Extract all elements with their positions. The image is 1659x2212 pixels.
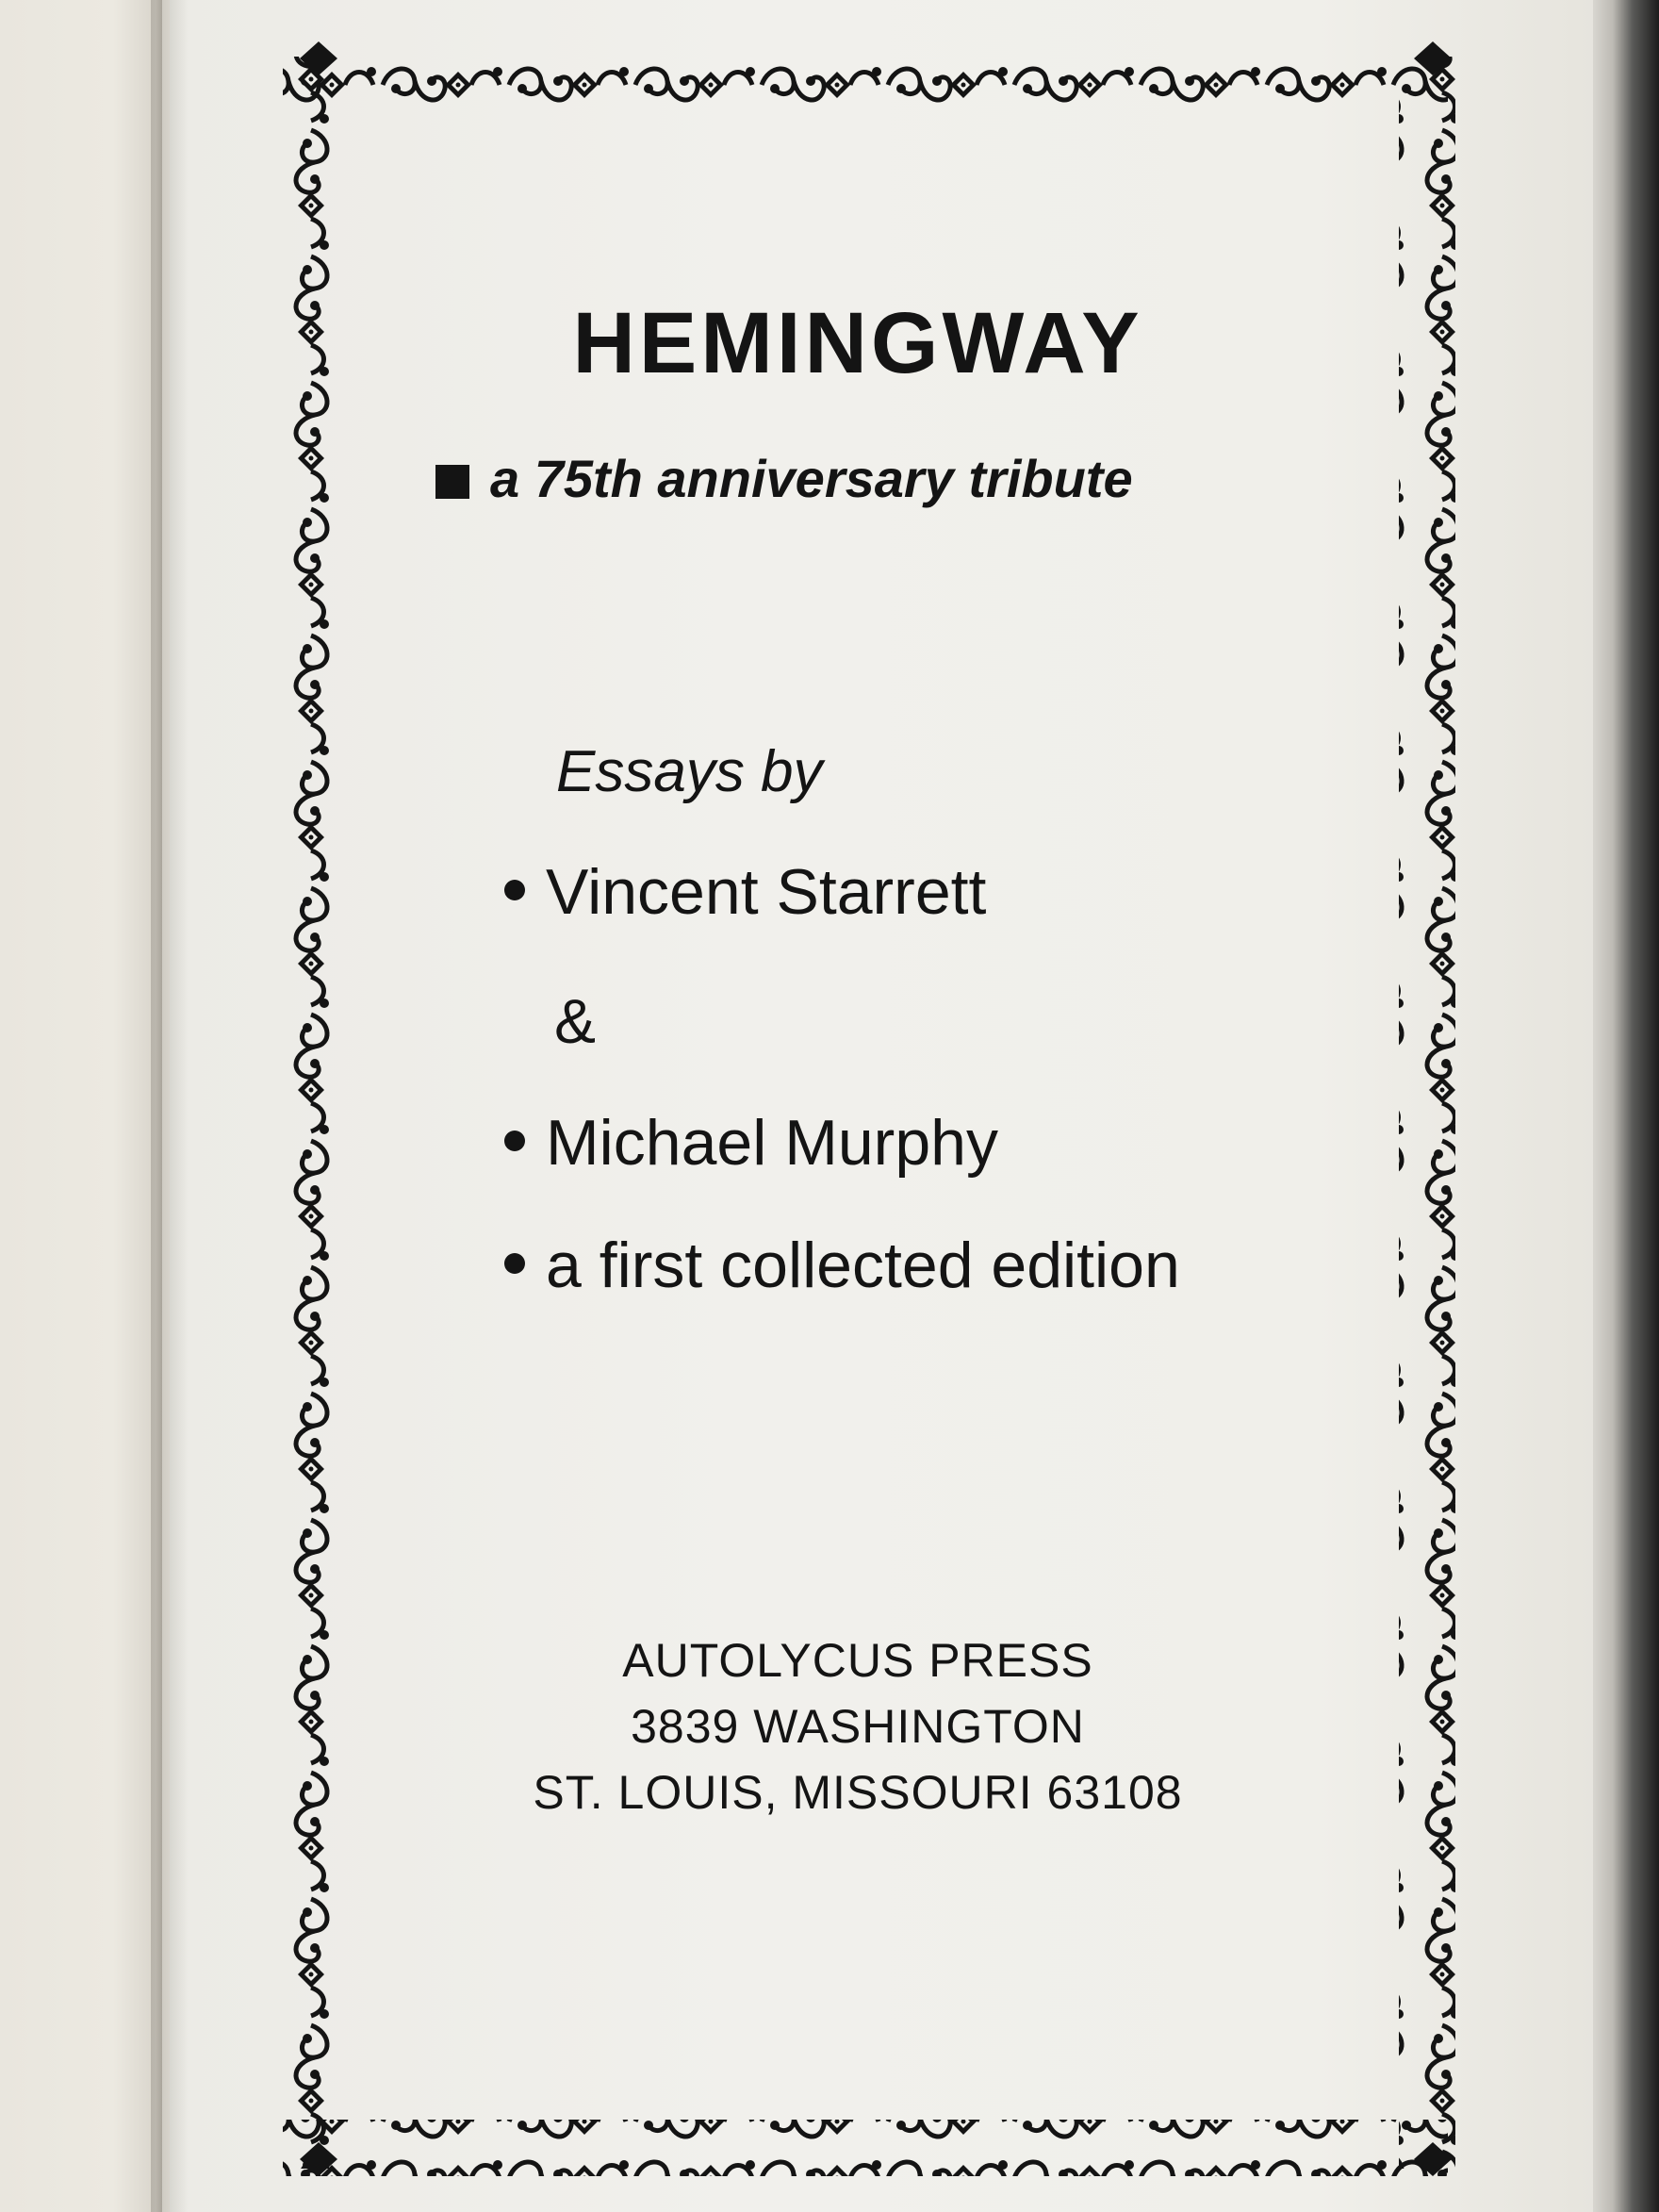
contributor-item <box>504 1107 1353 1179</box>
bullet-icon <box>504 1253 525 1274</box>
essays-label: Essays by <box>556 739 823 804</box>
edition-note: a first collected edition <box>546 1230 1180 1301</box>
bullet-icon <box>504 1131 525 1151</box>
book-title: HEMINGWAY <box>572 295 1143 391</box>
contributor-name: Michael Murphy <box>546 1107 998 1179</box>
ampersand: & <box>554 986 597 1056</box>
subtitle-text: a 75th anniversary tribute <box>490 449 1133 508</box>
publisher-street: 3839 WASHINGTON <box>631 1700 1085 1753</box>
subtitle <box>435 449 1378 508</box>
square-bullet-icon <box>435 465 469 499</box>
contributor-name: Vincent Starrett <box>546 856 987 928</box>
publisher-name: AUTOLYCUS PRESS <box>622 1634 1093 1687</box>
contributor-item <box>504 856 1353 928</box>
edition-note-item <box>504 1230 1353 1301</box>
bullet-icon <box>504 880 525 900</box>
publisher-city: ST. LOUIS, MISSOURI 63108 <box>533 1766 1183 1819</box>
